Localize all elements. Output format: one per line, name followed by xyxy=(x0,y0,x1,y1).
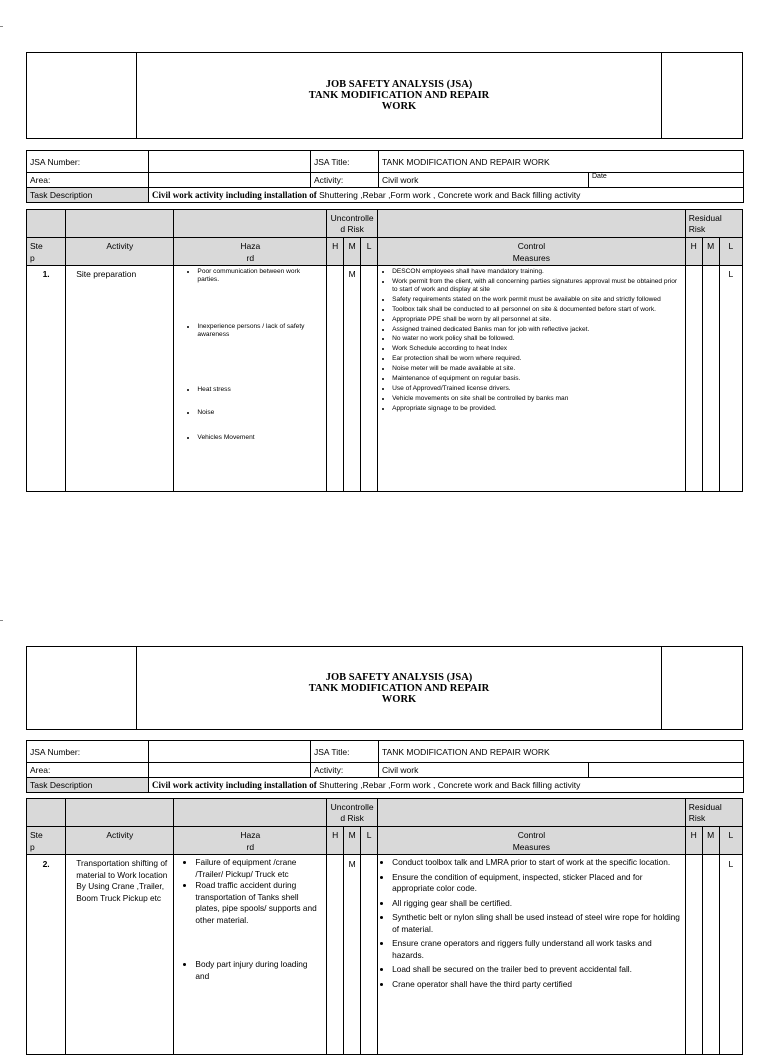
date-cell xyxy=(589,173,744,188)
activity-value: Civil work xyxy=(379,763,589,778)
blank-header xyxy=(27,799,66,827)
res-l-cell: L xyxy=(719,266,742,492)
task-description-rest: Shuttering ,Rebar ,Form work , Concrete work and Back filling activity xyxy=(316,190,581,200)
title-line-1: JOB SAFETY ANALYSIS (JSA) xyxy=(325,79,473,90)
activity-label: Activity: xyxy=(311,763,379,778)
list-item: • Ear protection shall be worn where required. xyxy=(392,355,682,363)
residual-risk-line-1: Residual xyxy=(688,212,722,223)
control-header-line-1: Control xyxy=(517,240,546,251)
unc-m-cell: M xyxy=(344,855,361,1055)
list-item: • Noise meter will be made available at site. xyxy=(392,365,682,373)
hazard-cell xyxy=(174,266,327,492)
task-description-value xyxy=(149,188,744,203)
hazard-header-line-1: Haza xyxy=(240,240,261,251)
control-header-line-1: Control xyxy=(517,829,546,840)
uncontrolled-risk-header xyxy=(327,799,378,827)
res-m-header: M xyxy=(702,827,719,855)
control-header-line-2: Measures xyxy=(512,841,551,852)
margin-tick xyxy=(0,620,3,621)
jsa-table xyxy=(26,798,743,1055)
list-item: • No water no work policy shall be followed. xyxy=(392,335,682,343)
step-number: 1. xyxy=(27,266,66,492)
hazard-list xyxy=(177,268,323,442)
activity-header: Activity xyxy=(66,238,174,266)
jsa-form-1 xyxy=(26,52,743,512)
task-description-label: Task Description xyxy=(27,778,149,793)
list-item: • Vehicles Movement xyxy=(197,434,323,442)
list-item: • Ensure the condition of equipment, inspected, sticker Placed and for appropriate color code. xyxy=(392,872,682,895)
res-m-cell xyxy=(702,266,719,492)
jsa-number-label: JSA Number: xyxy=(27,741,149,763)
res-h-header: H xyxy=(685,238,702,266)
unc-l-cell xyxy=(361,266,378,492)
m-header: M xyxy=(344,238,361,266)
control-header xyxy=(378,238,686,266)
activity-label: Activity: xyxy=(311,173,379,188)
list-item: • Work permit from the client, with all concerning parties signatures approval must be obtained prior to start of work and display at site xyxy=(392,278,682,294)
area-label: Area: xyxy=(27,763,149,778)
revision-cell xyxy=(661,647,742,729)
hazard-header-line-2: rd xyxy=(246,252,255,263)
list-item: • Crane operator shall have the third party certified xyxy=(392,979,682,991)
uncontrolled-risk-header xyxy=(327,210,378,238)
residual-risk-line-1: Residual xyxy=(688,801,722,812)
jsa-title-label: JSA Title: xyxy=(311,151,379,173)
form-header xyxy=(26,52,743,139)
area-field[interactable] xyxy=(149,763,311,778)
control-list xyxy=(381,857,682,990)
control-list xyxy=(381,268,682,413)
res-l-cell: L xyxy=(719,855,742,1055)
jsa-title-value: TANK MODIFICATION AND REPAIR WORK xyxy=(379,151,744,173)
list-item: • Toolbox talk shall be conducted to all personnel on site & documented before start of work. xyxy=(392,306,682,314)
logo-cell xyxy=(27,647,137,729)
activity-header: Activity xyxy=(66,827,174,855)
res-h-cell xyxy=(685,266,702,492)
res-h-header: H xyxy=(685,827,702,855)
step-header-line-2: p xyxy=(30,841,35,852)
list-item: • Inexperience persons / lack of safety awareness xyxy=(197,323,323,339)
control-cell xyxy=(378,266,686,492)
title-line-3: WORK xyxy=(381,101,417,112)
res-m-header: M xyxy=(702,238,719,266)
unc-l-cell xyxy=(361,855,378,1055)
list-item: • Assigned trained dedicated Banks man for job with reflective jacket. xyxy=(392,326,682,334)
list-item: • Ensure crane operators and riggers fully understand all work tasks and hazards. xyxy=(392,938,682,961)
list-item: • Poor communication between work parties. xyxy=(197,268,323,284)
res-l-header: L xyxy=(719,827,742,855)
hazard-header xyxy=(174,238,327,266)
hazard-header-line-2: rd xyxy=(246,841,255,852)
residual-risk-line-2: Risk xyxy=(688,812,706,823)
list-item: • Appropriate PPE shall be worn by all personnel at site. xyxy=(392,316,682,324)
list-item: • DESCON employees shall have mandatory training. xyxy=(392,268,682,276)
activity-value: Civil work xyxy=(379,173,589,188)
list-item: • Noise xyxy=(197,409,323,417)
m-header: M xyxy=(344,827,361,855)
blank-header xyxy=(66,210,174,238)
list-item: • Failure of equipment /crane /Trailer/ Pickup/ Truck etc xyxy=(195,857,323,880)
info-table xyxy=(26,740,744,793)
logo-cell xyxy=(27,53,137,138)
l-header: L xyxy=(361,827,378,855)
list-item: • Appropriate signage to be provided. xyxy=(392,405,682,413)
table-row xyxy=(27,855,743,1055)
form-title xyxy=(136,647,662,729)
residual-risk-header xyxy=(685,799,742,827)
form-header xyxy=(26,646,743,730)
date-label: Date xyxy=(592,173,607,180)
list-item: • Vehicle movements on site shall be controlled by banks man xyxy=(392,395,682,403)
list-item: • Conduct toolbox talk and LMRA prior to start of work at the specific location. xyxy=(392,857,682,869)
unc-m-cell: M xyxy=(344,266,361,492)
task-description-bold: Civil work activity including installation of xyxy=(152,190,317,200)
task-description-label: Task Description xyxy=(27,188,149,203)
residual-risk-line-2: Risk xyxy=(688,223,706,234)
uncontrolled-risk-line-1: Uncontrolle xyxy=(330,801,374,812)
title-line-3: WORK xyxy=(381,693,417,705)
task-description-rest: Shuttering ,Rebar ,Form work , Concrete work and Back filling activity xyxy=(316,780,581,790)
blank-header xyxy=(174,799,327,827)
blank-header xyxy=(174,210,327,238)
area-field[interactable] xyxy=(149,173,311,188)
step-header-line-1: Ste xyxy=(30,829,43,840)
list-item: • Maintenance of equipment on regular basis. xyxy=(392,375,682,383)
list-item: • Heat stress xyxy=(197,386,323,394)
jsa-table xyxy=(26,209,743,492)
l-header: L xyxy=(361,238,378,266)
uncontrolled-risk-line-2: d Risk xyxy=(340,812,364,823)
list-item: • Work Schedule according to heat Index xyxy=(392,345,682,353)
form-title xyxy=(136,53,662,138)
blank-header xyxy=(66,799,174,827)
title-line-1: JOB SAFETY ANALYSIS (JSA) xyxy=(325,671,473,683)
title-line-2: TANK MODIFICATION AND REPAIR xyxy=(308,90,490,101)
unc-h-cell xyxy=(327,855,344,1055)
jsa-number-label: JSA Number: xyxy=(27,151,149,173)
hazard-list xyxy=(177,857,323,982)
unc-h-cell xyxy=(327,266,344,492)
list-item: • Body part injury during loading and xyxy=(195,959,323,982)
revision-cell xyxy=(661,53,742,138)
date-cell xyxy=(589,763,744,778)
uncontrolled-risk-line-2: d Risk xyxy=(340,223,364,234)
control-cell xyxy=(378,855,686,1055)
jsa-number-field[interactable] xyxy=(149,741,311,763)
list-item: • All rigging gear shall be certified. xyxy=(392,898,682,910)
residual-risk-header xyxy=(685,210,742,238)
activity-cell: Transportation shifting of material to Work location By Using Crane ,Trailer, Boom Truck Pickup etc xyxy=(66,855,174,1055)
step-header-line-1: Ste xyxy=(30,240,43,251)
list-item: • Safety requirements stated on the work permit must be available on site and strictly followed xyxy=(392,296,682,304)
hazard-header xyxy=(174,827,327,855)
res-m-cell xyxy=(702,855,719,1055)
hazard-header-line-1: Haza xyxy=(240,829,261,840)
task-description-value xyxy=(149,778,744,793)
step-header xyxy=(27,827,66,855)
activity-cell: Site preparation xyxy=(66,266,174,492)
margin-tick xyxy=(0,26,3,27)
step-header xyxy=(27,238,66,266)
control-header xyxy=(378,827,686,855)
jsa-form-2 xyxy=(26,646,743,1024)
table-row xyxy=(27,266,743,492)
list-item: • Road traffic accident during transportation of Tanks shell plates, pipe spools/ supports and other material. xyxy=(195,880,323,926)
area-label: Area: xyxy=(27,173,149,188)
step-number: 2. xyxy=(27,855,66,1055)
list-item: • Synthetic belt or nylon sling shall be used instead of steel wire rope for holding of material. xyxy=(392,912,682,935)
h-header: H xyxy=(327,827,344,855)
list-item: • Load shall be secured on the trailer bed to prevent accidental fall. xyxy=(392,964,682,976)
res-l-header: L xyxy=(719,238,742,266)
info-table xyxy=(26,150,744,203)
blank-header xyxy=(378,799,686,827)
blank-header xyxy=(27,210,66,238)
res-h-cell xyxy=(685,855,702,1055)
h-header: H xyxy=(327,238,344,266)
jsa-title-label: JSA Title: xyxy=(311,741,379,763)
title-line-2: TANK MODIFICATION AND REPAIR xyxy=(308,682,490,694)
step-header-line-2: p xyxy=(30,252,35,263)
jsa-number-field[interactable] xyxy=(149,151,311,173)
uncontrolled-risk-line-1: Uncontrolle xyxy=(330,212,374,223)
task-description-bold: Civil work activity including installation of xyxy=(152,780,317,790)
blank-header xyxy=(378,210,686,238)
hazard-cell xyxy=(174,855,327,1055)
jsa-title-value: TANK MODIFICATION AND REPAIR WORK xyxy=(379,741,744,763)
list-item: • Use of Approved/Trained license drivers. xyxy=(392,385,682,393)
control-header-line-2: Measures xyxy=(512,252,551,263)
